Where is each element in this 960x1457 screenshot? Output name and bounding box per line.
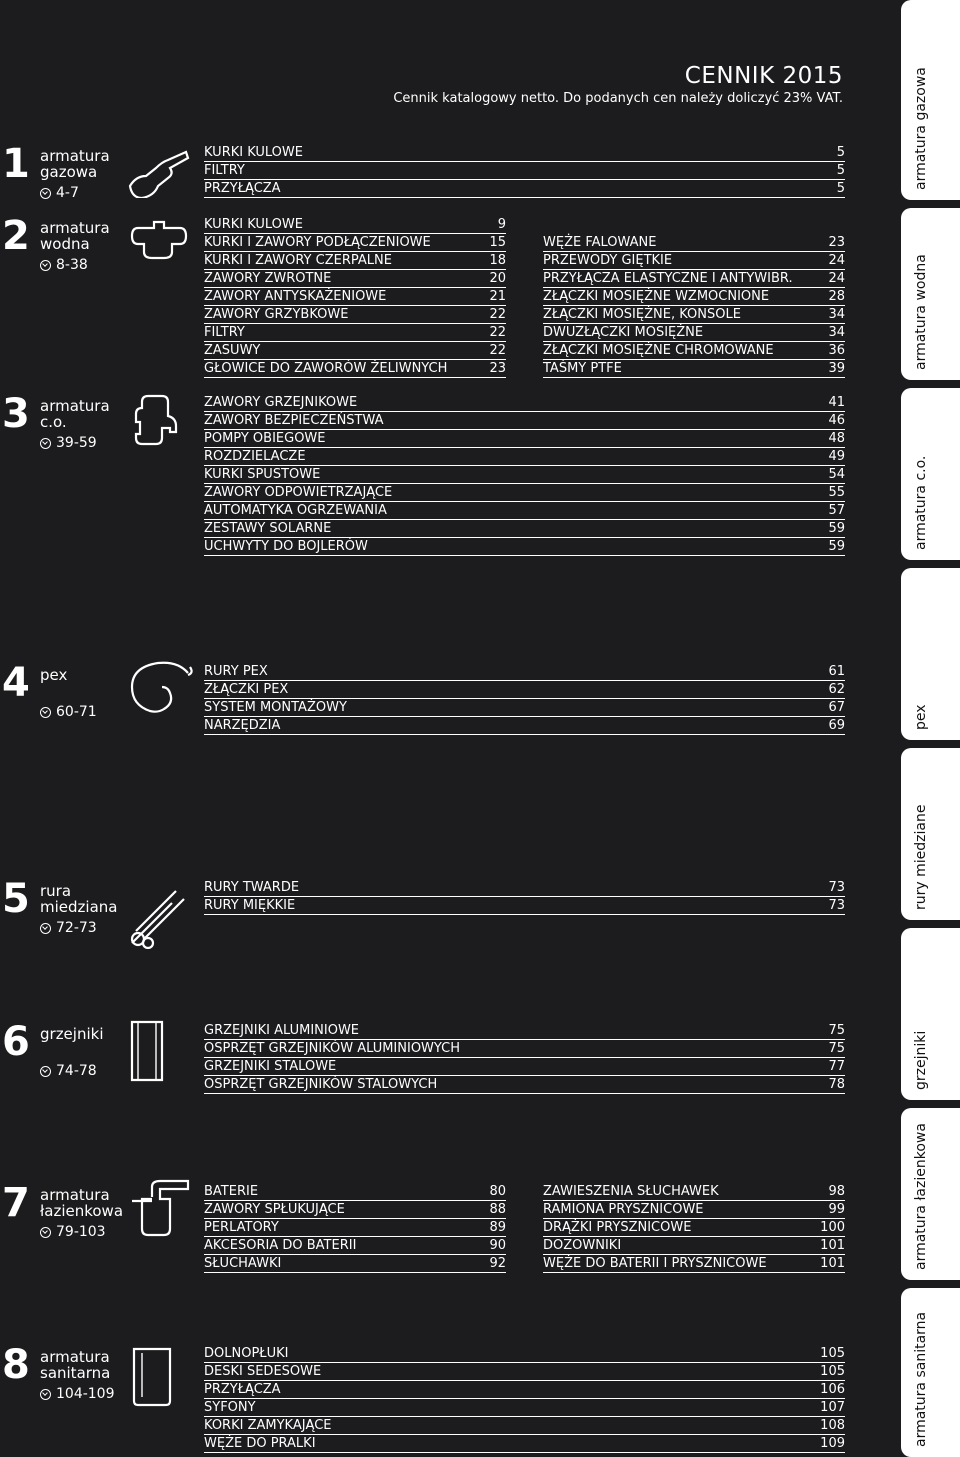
item-label: DESKI SEDESOWE <box>204 1364 322 1379</box>
list-item[interactable] <box>543 252 845 270</box>
item-page: 34 <box>828 325 845 340</box>
section-name: armatura gazowa <box>40 147 110 181</box>
item-page: 5 <box>836 145 845 160</box>
item-page: 36 <box>828 343 845 358</box>
item-page: 92 <box>489 1256 506 1271</box>
item-label: NARZĘDZIA <box>204 718 281 733</box>
page-range[interactable] <box>40 704 97 720</box>
list-item[interactable] <box>204 1417 845 1435</box>
arrow-down-icon <box>40 707 51 718</box>
item-label: PRZYŁĄCZA <box>204 1382 281 1397</box>
list-item[interactable] <box>204 897 845 915</box>
tab-label: pex <box>913 704 929 730</box>
list-item[interactable] <box>204 234 506 252</box>
list-item[interactable] <box>204 162 845 180</box>
items-column <box>204 1345 845 1453</box>
list-item[interactable] <box>543 1255 845 1273</box>
tab-label: armatura łazienkowa <box>913 1123 929 1270</box>
section-number: 4 <box>2 660 30 706</box>
list-item[interactable] <box>204 1363 845 1381</box>
list-item[interactable] <box>204 324 506 342</box>
item-page: 59 <box>828 521 845 536</box>
item-label: SYFONY <box>204 1400 256 1415</box>
item-page: 49 <box>828 449 845 464</box>
cistern-icon <box>128 1343 176 1413</box>
list-item[interactable] <box>204 180 845 198</box>
item-label: SYSTEM MONTAŻOWY <box>204 700 347 715</box>
item-page: 89 <box>489 1220 506 1235</box>
section-number: 7 <box>2 1180 30 1226</box>
item-page: 62 <box>828 682 845 697</box>
arrow-down-icon <box>40 260 51 271</box>
list-item[interactable] <box>543 1237 845 1255</box>
list-item[interactable] <box>204 1058 845 1076</box>
item-label: RURY TWARDE <box>204 880 300 895</box>
tab-label: armatura c.o. <box>913 455 929 550</box>
item-label: ZŁĄCZKI MOSIĘŻNE CHROMOWANE <box>543 343 774 358</box>
section-number: 1 <box>2 141 30 187</box>
item-page: 77 <box>828 1059 845 1074</box>
item-page: 107 <box>820 1400 845 1415</box>
item-label: WĘŻE DO PRALKI <box>204 1436 316 1451</box>
section-number: 8 <box>2 1342 30 1388</box>
list-item[interactable] <box>204 1345 845 1363</box>
items-column <box>204 663 845 735</box>
tab-5[interactable] <box>901 748 960 920</box>
item-label: UCHWYTY DO BOJLERÓW <box>204 539 368 554</box>
item-label: ZESTAWY SOLARNE <box>204 521 332 536</box>
page-range-text: 72-73 <box>56 920 97 936</box>
item-page: 28 <box>828 289 845 304</box>
item-label: ZAWORY ANTYSKAŻENIOWE <box>204 289 387 304</box>
item-page: 5 <box>836 181 845 196</box>
list-item[interactable] <box>204 1219 506 1237</box>
item-label: BATERIE <box>204 1184 259 1199</box>
list-item[interactable] <box>204 1435 845 1453</box>
item-label: KURKI KULOWE <box>204 217 303 232</box>
item-page: 73 <box>828 880 845 895</box>
item-label: ZAWORY BEZPIECZEŃSTWA <box>204 413 384 428</box>
page-subtitle: Cennik katalogowy netto. Do podanych cen należy doliczyć 23% VAT. <box>393 91 843 106</box>
item-label: KURKI KULOWE <box>204 145 303 160</box>
item-page: 75 <box>828 1023 845 1038</box>
item-page: 15 <box>489 235 506 250</box>
item-page: 67 <box>828 700 845 715</box>
page-title: CENNIK 2015 <box>684 63 843 89</box>
list-item[interactable] <box>204 879 845 897</box>
item-page: 34 <box>828 307 845 322</box>
item-page: 88 <box>489 1202 506 1217</box>
item-page: 75 <box>828 1041 845 1056</box>
item-label: AUTOMATYKA OGRZEWANIA <box>204 503 387 518</box>
list-item[interactable] <box>204 1040 845 1058</box>
item-page: 106 <box>820 1382 845 1397</box>
list-item[interactable] <box>204 1237 506 1255</box>
page-range[interactable] <box>40 920 97 936</box>
arrow-down-icon <box>40 438 51 449</box>
list-item[interactable] <box>204 430 845 448</box>
item-label: KURKI I ZAWORY PODŁĄCZENIOWE <box>204 235 431 250</box>
list-item[interactable] <box>204 1201 506 1219</box>
list-item[interactable] <box>204 663 845 681</box>
item-label: KURKI I ZAWORY CZERPALNE <box>204 253 392 268</box>
list-item[interactable] <box>204 1022 845 1040</box>
pex-coil-icon <box>128 659 200 723</box>
page-range-text: 60-71 <box>56 704 97 720</box>
list-item[interactable] <box>204 270 506 288</box>
list-item[interactable] <box>204 342 506 360</box>
list-item[interactable] <box>543 360 845 378</box>
page-range-text: 39-59 <box>56 435 97 451</box>
list-item[interactable] <box>204 1399 845 1417</box>
item-page: 101 <box>820 1256 845 1271</box>
item-label: ZŁĄCZKI MOSIĘŻNE, KONSOLE <box>543 307 741 322</box>
item-label: GŁOWICE DO ZAWORÓW ŻELIWNYCH <box>204 361 448 376</box>
page-range[interactable] <box>40 435 97 451</box>
item-page: 5 <box>836 163 845 178</box>
list-item[interactable] <box>204 717 845 735</box>
item-page: 101 <box>820 1238 845 1253</box>
item-label: PRZYŁĄCZA ELASTYCZNE I ANTYWIBR. <box>543 271 793 286</box>
item-label: ZŁĄCZKI MOSIĘŻNE WZMOCNIONE <box>543 289 770 304</box>
items-column <box>204 394 845 556</box>
item-label: PRZEWODY GIĘTKIE <box>543 253 673 268</box>
section-number: 5 <box>2 876 30 922</box>
item-page: 22 <box>489 325 506 340</box>
list-item[interactable] <box>204 1255 506 1273</box>
item-page: 99 <box>828 1202 845 1217</box>
tab-8[interactable] <box>901 1288 960 1457</box>
item-label: DWUZŁĄCZKI MOSIĘŻNE <box>543 325 704 340</box>
item-page: 24 <box>828 253 845 268</box>
item-page: 98 <box>828 1184 845 1199</box>
list-item[interactable] <box>543 342 845 360</box>
item-label: ZAWORY ODPOWIETRZAJĄCE <box>204 485 393 500</box>
item-page: 48 <box>828 431 845 446</box>
page-range-text: 79-103 <box>56 1224 106 1240</box>
item-page: 21 <box>489 289 506 304</box>
tab-1[interactable] <box>901 0 960 200</box>
list-item[interactable] <box>204 538 845 556</box>
item-page: 69 <box>828 718 845 733</box>
item-label: AKCESORIA DO BATERII <box>204 1238 357 1253</box>
item-page: 39 <box>828 361 845 376</box>
list-item[interactable] <box>204 394 845 412</box>
item-page: 54 <box>828 467 845 482</box>
item-label: PERLATORY <box>204 1220 279 1235</box>
tab-label: grzejniki <box>913 1030 929 1090</box>
list-item[interactable] <box>204 448 845 466</box>
list-item[interactable] <box>204 484 845 502</box>
list-item[interactable] <box>204 288 506 306</box>
list-item[interactable] <box>543 1183 845 1201</box>
item-page: 9 <box>497 217 506 232</box>
section-name: grzejniki <box>40 1025 104 1043</box>
item-page: 105 <box>820 1364 845 1379</box>
list-item[interactable] <box>543 306 845 324</box>
item-label: DOZOWNIKI <box>543 1238 622 1253</box>
items-column <box>204 144 845 198</box>
item-label: ROZDZIELACZE <box>204 449 306 464</box>
page-range[interactable] <box>40 1386 115 1402</box>
item-label: OSPRZĘT GRZEJNIKÓW STALOWYCH <box>204 1077 438 1092</box>
item-page: 100 <box>820 1220 845 1235</box>
page-range-text: 8-38 <box>56 257 88 273</box>
item-page: 20 <box>489 271 506 286</box>
list-item[interactable] <box>204 681 845 699</box>
water-valve-icon <box>128 216 190 270</box>
gas-valve-icon <box>128 148 190 202</box>
list-item[interactable] <box>204 216 506 234</box>
tab-6[interactable] <box>901 928 960 1100</box>
section-number: 3 <box>2 391 30 437</box>
list-item[interactable] <box>204 306 506 324</box>
tab-label: rury miedziane <box>913 804 929 910</box>
item-label: ZASUWY <box>204 343 261 358</box>
item-page: 108 <box>820 1418 845 1433</box>
page-range-text: 4-7 <box>56 185 79 201</box>
list-item[interactable] <box>204 1076 845 1094</box>
item-page: 57 <box>828 503 845 518</box>
section-name: armatura łazienkowa <box>40 1186 124 1220</box>
item-label: RURY MIĘKKIE <box>204 898 296 913</box>
tab-label: armatura sanitarna <box>913 1311 929 1447</box>
item-label: ZAWORY GRZYBKOWE <box>204 307 349 322</box>
item-label: WĘŻE FALOWANE <box>543 235 657 250</box>
item-label: GRZEJNIKI STALOWE <box>204 1059 337 1074</box>
page-range[interactable] <box>40 185 79 201</box>
list-item[interactable] <box>204 502 845 520</box>
tab-2[interactable] <box>901 208 960 380</box>
item-label: KORKI ZAMYKAJĄCE <box>204 1418 332 1433</box>
page-range-text: 74-78 <box>56 1063 97 1079</box>
section-name: armatura c.o. <box>40 397 110 431</box>
item-label: RURY PEX <box>204 664 268 679</box>
items-column-left <box>204 1183 506 1273</box>
page-range-text: 104-109 <box>56 1386 115 1402</box>
items-column <box>204 1022 845 1094</box>
items-column-left <box>204 216 506 378</box>
section-name: armatura sanitarna <box>40 1348 111 1382</box>
list-item[interactable] <box>204 520 845 538</box>
list-item[interactable] <box>204 466 845 484</box>
tab-label: armatura wodna <box>913 254 929 370</box>
section-name: pex <box>40 666 68 684</box>
section-name: rura miedziana <box>40 882 118 916</box>
item-page: 61 <box>828 664 845 679</box>
item-label: ZŁĄCZKI PEX <box>204 682 289 697</box>
price-list-header <box>393 62 843 108</box>
list-item[interactable] <box>543 1201 845 1219</box>
list-item[interactable] <box>543 1219 845 1237</box>
tab-label: armatura gazowa <box>913 67 929 190</box>
section-tabs <box>900 0 960 1457</box>
item-label: DRĄŻKI PRYSZNICOWE <box>543 1220 692 1235</box>
items-column <box>204 879 845 915</box>
item-page: 22 <box>489 307 506 322</box>
item-page: 41 <box>828 395 845 410</box>
section-number: 2 <box>2 213 30 259</box>
list-item[interactable] <box>204 144 845 162</box>
item-label: FILTRY <box>204 325 245 340</box>
arrow-down-icon <box>40 1066 51 1077</box>
tab-7[interactable] <box>901 1108 960 1280</box>
list-item[interactable] <box>543 288 845 306</box>
item-label: FILTRY <box>204 163 245 178</box>
arrow-down-icon <box>40 188 51 199</box>
section-number: 6 <box>2 1019 30 1065</box>
list-item[interactable] <box>204 1381 845 1399</box>
list-item[interactable] <box>204 699 845 717</box>
item-label: GRZEJNIKI ALUMINIOWE <box>204 1023 360 1038</box>
item-page: 46 <box>828 413 845 428</box>
page-range[interactable] <box>40 257 88 273</box>
item-label: ZAWIESZENIA SŁUCHAWEK <box>543 1184 719 1199</box>
item-label: WĘŻE DO BATERII I PRYSZNICOWE <box>543 1256 767 1271</box>
page-range[interactable] <box>40 1224 106 1240</box>
list-item[interactable] <box>204 360 506 378</box>
item-page: 24 <box>828 271 845 286</box>
list-item[interactable] <box>543 324 845 342</box>
item-page: 109 <box>820 1436 845 1451</box>
item-label: POMPY OBIEGOWE <box>204 431 326 446</box>
items-column-right <box>543 234 845 378</box>
tab-4[interactable] <box>901 568 960 740</box>
section-name: armatura wodna <box>40 219 110 253</box>
item-page: 90 <box>489 1238 506 1253</box>
item-label: PRZYŁĄCZA <box>204 181 281 196</box>
arrow-down-icon <box>40 923 51 934</box>
item-label: ZAWORY SPŁUKUJĄCE <box>204 1202 345 1217</box>
list-item[interactable] <box>204 412 845 430</box>
item-label: ZAWORY GRZEJNIKOWE <box>204 395 358 410</box>
item-label: OSPRZĘT GRZEJNIKÓW ALUMINIOWYCH <box>204 1041 460 1056</box>
item-page: 59 <box>828 539 845 554</box>
item-page: 55 <box>828 485 845 500</box>
item-page: 22 <box>489 343 506 358</box>
list-item[interactable] <box>204 252 506 270</box>
items-column-right <box>543 1183 845 1273</box>
item-page: 23 <box>489 361 506 376</box>
faucet-icon <box>128 1177 194 1243</box>
copper-pipes-icon <box>128 887 190 953</box>
item-label: RAMIONA PRYSZNICOWE <box>543 1202 704 1217</box>
item-label: KURKI SPUSTOWE <box>204 467 321 482</box>
item-label: ZAWORY ZWROTNE <box>204 271 332 286</box>
item-page: 80 <box>489 1184 506 1199</box>
item-page: 73 <box>828 898 845 913</box>
item-page: 78 <box>828 1077 845 1092</box>
item-label: DOLNOPŁUKI <box>204 1346 289 1361</box>
item-page: 105 <box>820 1346 845 1361</box>
item-label: SŁUCHAWKI <box>204 1256 282 1271</box>
arrow-down-icon <box>40 1389 51 1400</box>
item-page: 23 <box>828 235 845 250</box>
radiator-icon <box>128 1018 168 1088</box>
page-range[interactable] <box>40 1063 97 1079</box>
list-item[interactable] <box>543 234 845 252</box>
tab-3[interactable] <box>901 388 960 560</box>
radiator-valve-icon <box>128 392 190 452</box>
arrow-down-icon <box>40 1227 51 1238</box>
item-page: 18 <box>489 253 506 268</box>
list-item[interactable] <box>543 270 845 288</box>
list-item[interactable] <box>204 1183 506 1201</box>
item-label: TAŚMY PTFE <box>543 361 622 376</box>
